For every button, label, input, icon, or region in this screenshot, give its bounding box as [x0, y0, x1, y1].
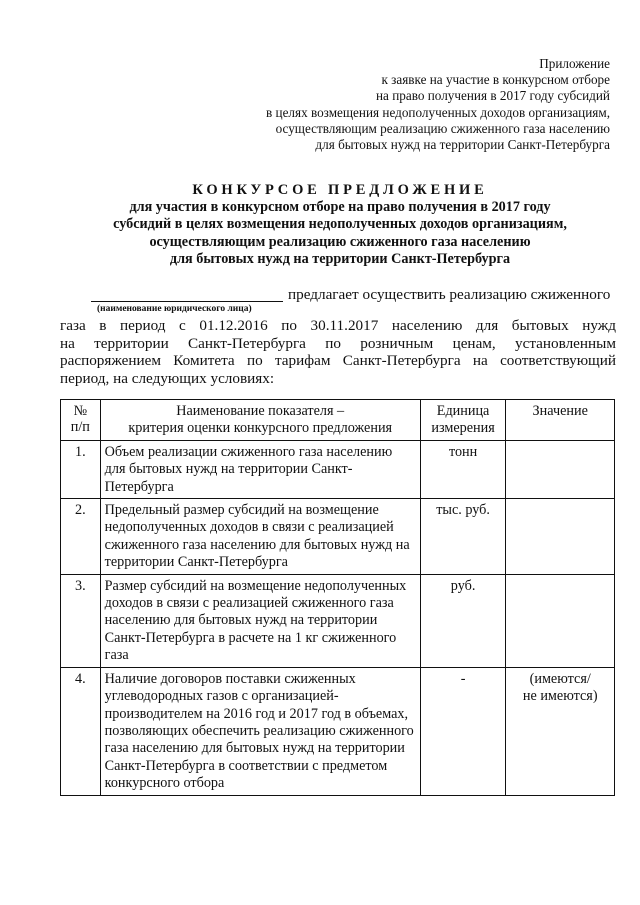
header-value: Значение: [506, 400, 615, 441]
row-number: 4.: [61, 667, 101, 795]
table-row: [61, 499, 615, 575]
row-name: Наличие договоров поставки сжиженных углеводородных газов с организацией-производителем на 2016 год и 2017 год в объемах, позволяющих обеспечить реализацию сжиженного газа населению для бытовых нужд на территории Санкт-Петербурга в соответствии с предметом конкурсного отбора: [100, 667, 420, 795]
table-row: [61, 574, 615, 667]
row-value: [506, 667, 615, 795]
appendix-line: к заявке на участие в конкурсном отборе: [381, 72, 610, 88]
appendix-line: на право получения в 2017 году субсидий: [376, 88, 610, 104]
row-number: 2.: [61, 499, 101, 575]
header-name-line: Наименование показателя –: [176, 403, 345, 419]
row-value: [506, 574, 615, 667]
subtitle-line: для участия в конкурсном отборе на право получения в 2017 году: [129, 199, 551, 215]
row-unit-line: тыс. руб.: [436, 502, 490, 519]
row-unit-line: руб.: [450, 577, 476, 594]
appendix-line: Приложение: [539, 56, 610, 71]
legal-entity-caption: (наименование юридического лица): [97, 304, 252, 314]
header-name: [100, 400, 420, 441]
intro-paragraph: [60, 317, 616, 387]
row-name: Размер субсидий на возмещение недополученных доходов в связи с реализацией сжиженного газа населению для бытовых нужд на территории Санкт-Петербурга в расчете на 1 кг сжиженного газа: [100, 574, 420, 667]
intro-line: на территории Санкт-Петербурга по розничным ценам, установленным: [60, 334, 616, 352]
intro-line: распоряжением Комитета по тарифам Санкт-Петербурга на соответствующий: [60, 352, 616, 370]
subtitle-line: субсидий в целях возмещения недополученных доходов организациям,: [113, 216, 567, 233]
appendix-line: осуществляющим реализацию сжиженного газа населению: [275, 120, 610, 136]
header-unit-line: измерения: [431, 420, 495, 437]
row-name: Объем реализации сжиженного газа населению для бытовых нужд на территории Санкт-Петербурга: [100, 440, 420, 498]
subtitle-line: осуществляющим реализацию сжиженного газа населению: [149, 233, 531, 250]
document-title: КОНКУРСОЕ ПРЕДЛОЖЕНИЕ: [192, 182, 488, 198]
table-row: [61, 440, 615, 498]
appendix-line: для бытовых нужд на территории Санкт-Петербурга: [315, 137, 610, 153]
document-subtitle: [60, 199, 620, 268]
row-value-line: (имеются/: [529, 670, 591, 687]
row-unit: [420, 667, 506, 795]
row-number: 1.: [61, 440, 101, 498]
subtitle-line: для бытовых нужд на территории Санкт-Петербурга: [169, 250, 511, 267]
row-number: 3.: [61, 574, 101, 667]
table-row: [61, 667, 615, 795]
row-value-line: не имеются): [522, 688, 598, 705]
row-unit: [420, 440, 506, 498]
header-unit-line: Единица: [436, 403, 490, 419]
row-unit: [420, 499, 506, 575]
header-name-line: критерия оценки конкурсного предложения: [128, 420, 393, 437]
appendix-note: [250, 56, 610, 153]
intro-first-line: предлагает осуществить реализацию сжиженного: [288, 286, 611, 303]
row-value: [506, 440, 615, 498]
header-number-line: п/п: [70, 419, 90, 435]
row-unit-line: -: [460, 670, 466, 687]
table-header-row: [61, 400, 615, 441]
intro-line: период, на следующих условиях:: [60, 369, 275, 387]
legal-entity-blank: [91, 301, 283, 302]
appendix-line: в целях возмещения недополученных доходов организациям,: [265, 104, 610, 120]
row-unit: [420, 574, 506, 667]
conditions-table: [60, 399, 615, 796]
header-number-line: №: [73, 403, 88, 419]
row-value: [506, 499, 615, 575]
intro-line: газа в период с 01.12.2016 по 30.11.2017 населению для бытовых нужд: [60, 317, 616, 334]
row-name: Предельный размер субсидий на возмещение недополученных доходов в связи с реализацией сжиженного газа населению для бытовых нужд на территории Санкт-Петербурга: [100, 499, 420, 575]
header-unit: [420, 400, 506, 441]
row-unit-line: тонн: [448, 443, 478, 460]
header-number: [61, 400, 101, 441]
